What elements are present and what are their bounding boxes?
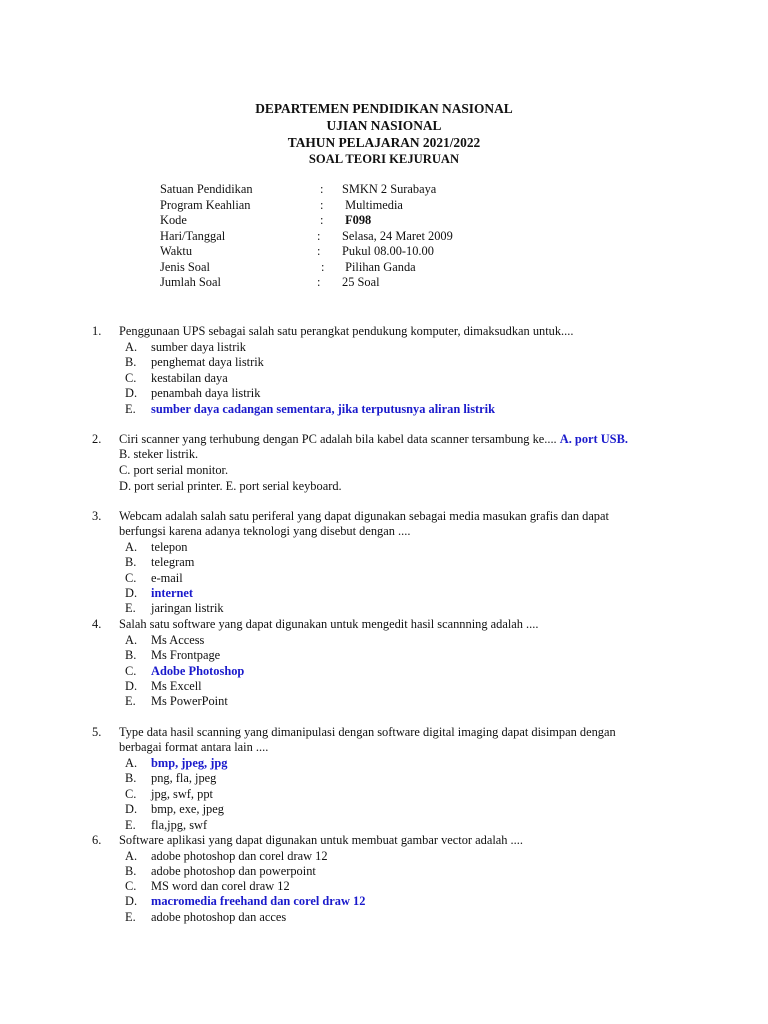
info-value: Multimedia: [342, 197, 403, 212]
exam-info: [160, 182, 560, 291]
document-header: [0, 100, 768, 167]
option-letter: E.: [125, 818, 136, 832]
header-year: TAHUN PELAJARAN 2021/2022: [287, 135, 481, 150]
option-text: adobe photoshop dan powerpoint: [151, 864, 316, 878]
question-number: 3.: [92, 509, 102, 523]
option-letter: B.: [125, 771, 137, 785]
option-text: kestabilan daya: [151, 371, 228, 385]
info-sep: :: [317, 275, 321, 289]
info-value: 25 Soal: [342, 275, 380, 289]
option-line: D. port serial printer. E. port serial keyboard.: [119, 479, 342, 493]
info-row: [160, 198, 560, 214]
info-value: Selasa, 24 Maret 2009: [342, 228, 453, 243]
option-letter: A.: [125, 540, 138, 554]
info-value: SMKN 2 Surabaya: [342, 182, 437, 196]
option-text: fla,jpg, swf: [151, 818, 208, 832]
option-line: B. steker listrik.: [119, 447, 199, 461]
info-sep: :: [320, 213, 324, 227]
option-letter: D.: [125, 679, 138, 693]
option-letter: B.: [125, 864, 137, 878]
info-row: [160, 260, 560, 276]
option-text: Ms PowerPoint: [151, 694, 228, 708]
option-letter: C.: [125, 571, 137, 585]
option-letter: B.: [125, 648, 137, 662]
question-text-line: berfungsi karena adanya teknologi yang disebut dengan ....: [119, 524, 411, 539]
question-number: 5.: [92, 725, 102, 739]
info-label: Jumlah Soal: [160, 275, 221, 289]
question-text: [119, 725, 679, 756]
info-sep: :: [320, 197, 324, 212]
header-exam: UJIAN NASIONAL: [326, 118, 442, 133]
question-text-line: Type data hasil scanning yang dimanipulasi dengan software digital imaging dapat disimpan dengan: [119, 725, 616, 739]
option-text: Ms Access: [151, 633, 205, 647]
info-value: Pilihan Ganda: [342, 259, 416, 274]
header-subject: SOAL TEORI KEJURUAN: [308, 152, 460, 166]
info-sep: :: [321, 259, 325, 274]
info-label: Program Keahlian: [160, 197, 251, 212]
option-text: penghemat daya listrik: [151, 355, 264, 369]
option-text: adobe photoshop dan acces: [151, 910, 287, 924]
option-text: Ms Excell: [151, 679, 202, 693]
question-number: 1.: [92, 324, 102, 338]
option-letter: C.: [125, 664, 137, 678]
correct-answer: A. port USB.: [559, 432, 628, 446]
option-text: Ms Frontpage: [151, 648, 221, 662]
option-text: adobe photoshop dan corel draw 12: [151, 849, 328, 863]
question-text: Penggunaan UPS sebagai salah satu perangkat pendukung komputer, dimaksudkan untuk....: [119, 324, 574, 338]
option-letter: C.: [125, 371, 137, 385]
info-sep: :: [320, 182, 324, 196]
info-label: Jenis Soal: [160, 259, 210, 274]
option-text: telegram: [151, 555, 195, 569]
info-sep: :: [317, 244, 321, 258]
correct-answer: Adobe Photoshop: [151, 664, 245, 678]
info-label: Satuan Pendidikan: [160, 182, 253, 196]
info-label: Hari/Tanggal: [160, 228, 226, 243]
header-ministry: DEPARTEMEN PENDIDIKAN NASIONAL: [255, 101, 513, 116]
question-text: Software aplikasi yang dapat digunakan untuk membuat gambar vector adalah ....: [119, 833, 523, 847]
option-text: telepon: [151, 540, 188, 554]
correct-answer: bmp, jpeg, jpg: [151, 756, 228, 770]
option-text: e-mail: [151, 571, 183, 585]
option-letter: C.: [125, 787, 137, 801]
question-text-body: Ciri scanner yang terhubung dengan PC adalah bila kabel data scanner tersambung ke....: [119, 432, 557, 446]
option-text: sumber daya listrik: [151, 340, 246, 354]
option-text: penambah daya listrik: [151, 386, 261, 400]
option-letter: C.: [125, 879, 137, 893]
option-letter: E.: [125, 402, 136, 416]
option-text: MS word dan corel draw 12: [151, 879, 290, 893]
option-text: jaringan listrik: [151, 601, 224, 615]
option-letter: B.: [125, 355, 137, 369]
question-number: 2.: [92, 432, 102, 446]
info-sep: :: [317, 228, 321, 243]
correct-answer: internet: [151, 586, 193, 600]
info-label: Waktu: [160, 244, 193, 258]
question-text-line: berbagai format antara lain ....: [119, 740, 269, 755]
info-label: Kode: [160, 213, 187, 227]
correct-answer: sumber daya cadangan sementara, jika terputusnya aliran listrik: [151, 402, 495, 416]
question-text: [119, 432, 659, 447]
option-letter: D.: [125, 586, 138, 600]
correct-answer: macromedia freehand dan corel draw 12: [151, 894, 366, 908]
option-letter: D.: [125, 802, 138, 816]
option-letter: E.: [125, 601, 136, 615]
option-letter: A.: [125, 849, 138, 863]
question-text-line: Webcam adalah salah satu periferal yang dapat digunakan sebagai media masukan grafis dan dapat: [119, 509, 609, 523]
option-text: png, fla, jpeg: [151, 771, 217, 785]
info-row: [160, 229, 560, 245]
option-letter: E.: [125, 910, 136, 924]
question-number: 6.: [92, 833, 102, 847]
question-text: [119, 509, 679, 540]
option-text: jpg, swf, ppt: [151, 787, 213, 801]
option-letter: B.: [125, 555, 137, 569]
option-letter: D.: [125, 894, 138, 908]
question-text: Salah satu software yang dapat digunakan untuk mengedit hasil scannning adalah ....: [119, 617, 539, 631]
option-letter: A.: [125, 340, 138, 354]
option-line: C. port serial monitor.: [119, 463, 229, 477]
info-row: [160, 275, 560, 291]
option-letter: A.: [125, 756, 138, 770]
option-letter: E.: [125, 694, 136, 708]
info-row: [160, 213, 560, 229]
option-letter: A.: [125, 633, 138, 647]
option-letter: D.: [125, 386, 138, 400]
info-value: Pukul 08.00-10.00: [342, 244, 434, 258]
info-value: F098: [342, 213, 372, 227]
info-row: [160, 182, 560, 198]
info-row: [160, 244, 560, 260]
option-text: bmp, exe, jpeg: [151, 802, 224, 816]
question-number: 4.: [92, 617, 102, 631]
